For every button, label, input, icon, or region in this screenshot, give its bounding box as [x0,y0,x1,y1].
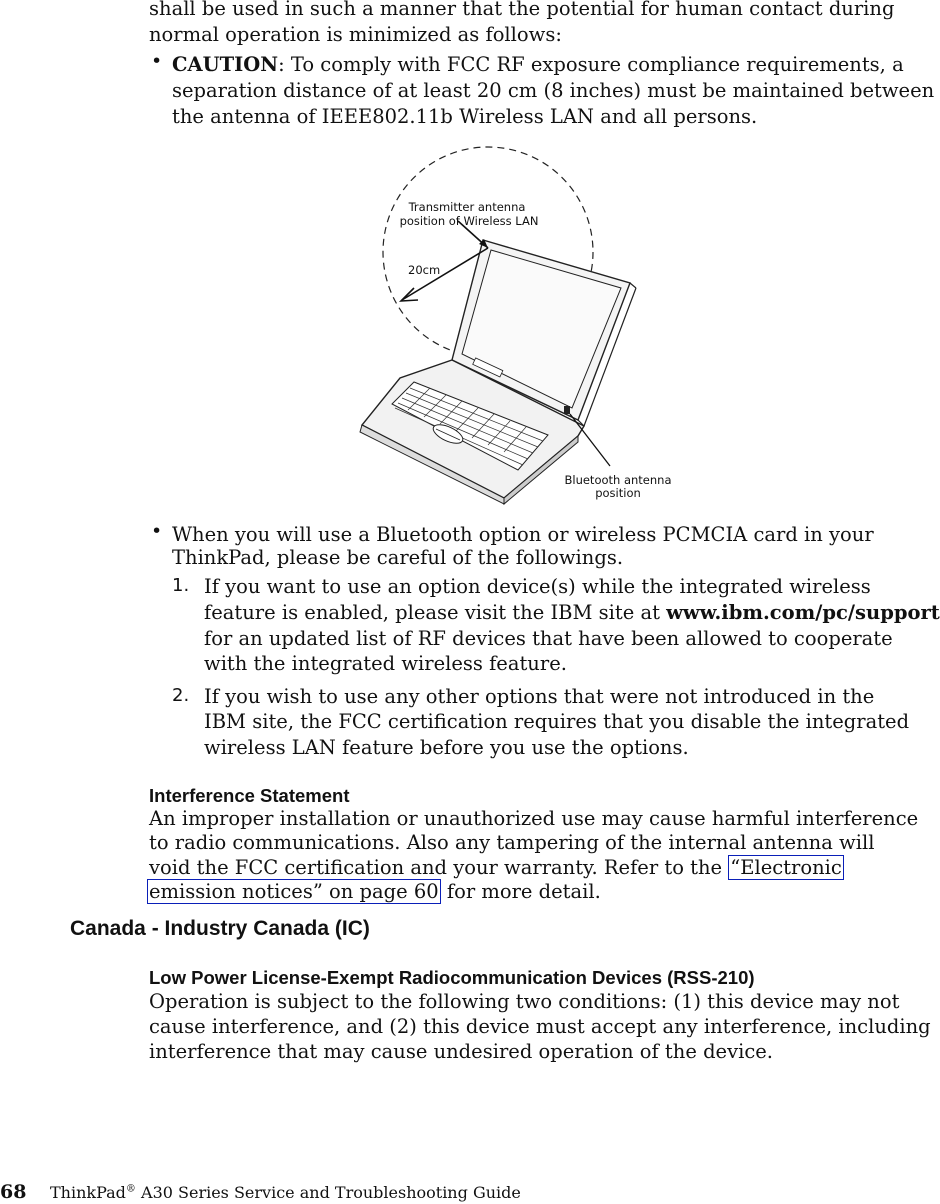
canada-heading: Canada - Industry Canada (IC) [70,917,370,940]
footer-title [50,1183,521,1202]
distance-arrowhead [401,288,418,301]
step-2-line-3: wireless LAN feature before you use the options. [204,736,689,759]
caution-label: CAUTION [172,53,279,76]
canada-line-3: interference that may cause undesired operation of the device. [149,1040,773,1063]
laptop-antenna-figure [340,140,700,510]
interference-line-1: An improper installation or unauthorized use may cause harmful interference [149,807,919,830]
caution-bullet: • [151,50,163,72]
step-1-line-2-text: feature is enabled, please visit the IBM site at [204,601,667,624]
emission-notices-link-part-2[interactable]: emission notices” on page 60 [149,880,439,903]
step-1-line-3: for an updated list of RF devices that have been allowed to cooperate [204,627,893,650]
step-1-line-1: If you want to use an option device(s) while the integrated wireless [204,575,871,598]
bluetooth-line-2: ThinkPad, please be careful of the followings. [172,546,624,569]
interference-heading: Interference Statement [149,785,350,806]
canada-subheading: Low Power License-Exempt Radiocommunication Devices (RSS-210) [149,967,755,988]
label-transmitter-2: position of Wireless LAN [399,214,539,228]
intro-line-1: shall be used in such a manner that the potential for human contact during [149,0,895,20]
interference-line-2: to radio communications. Also any tampering of the internal antenna will [149,831,875,854]
interference-line-4 [147,879,601,905]
caution-line-3: the antenna of IEEE802.11b Wireless LAN and all persons. [172,105,758,128]
registered-mark: ® [125,1183,136,1195]
interference-line-4-text: for more detail. [440,880,601,903]
bluetooth-antenna-marker [564,406,570,414]
step-2-line-1: If you wish to use any other options that were not introduced in the [204,685,875,708]
intro-line-2: normal operation is minimized as follows: [149,23,562,46]
interference-line-3 [149,855,844,881]
step-2-number: 2. [172,685,190,706]
support-url: www.ibm.com/pc/support [666,601,940,624]
step-1-line-4: with the integrated wireless feature. [204,652,567,675]
page-number: 68 [0,1181,27,1203]
canada-line-1: Operation is subject to the following two conditions: (1) this device may not [149,990,900,1013]
caution-line-2: separation distance of at least 20 cm (8 inches) must be maintained between [172,79,935,102]
label-bluetooth-2: position [595,486,641,500]
emission-notices-link-part-1[interactable]: “Electronic [730,856,842,879]
step-1-line-2 [204,600,940,626]
label-transmitter-1: Transmitter antenna [408,200,526,214]
footer-title-brand: ThinkPad [50,1183,126,1202]
step-1-number: 1. [172,575,190,596]
footer-title-rest: A30 Series Service and Troubleshooting Guide [135,1183,521,1202]
interference-line-3-text: void the FCC certification and your warranty. Refer to the [149,856,729,879]
step-2-line-2: IBM site, the FCC certification requires that you disable the integrated [204,710,910,733]
bluetooth-line-1: When you will use a Bluetooth option or wireless PCMCIA card in your [172,523,874,546]
label-distance: 20cm [408,263,441,277]
canada-line-2: cause interference, and (2) this device must accept any interference, including [149,1015,931,1038]
caution-line-1-text: : To comply with FCC RF exposure compliance requirements, a [278,53,904,76]
bluetooth-bullet: • [151,520,163,542]
caution-line-1 [172,52,904,78]
label-bluetooth-1: Bluetooth antenna [564,473,672,487]
